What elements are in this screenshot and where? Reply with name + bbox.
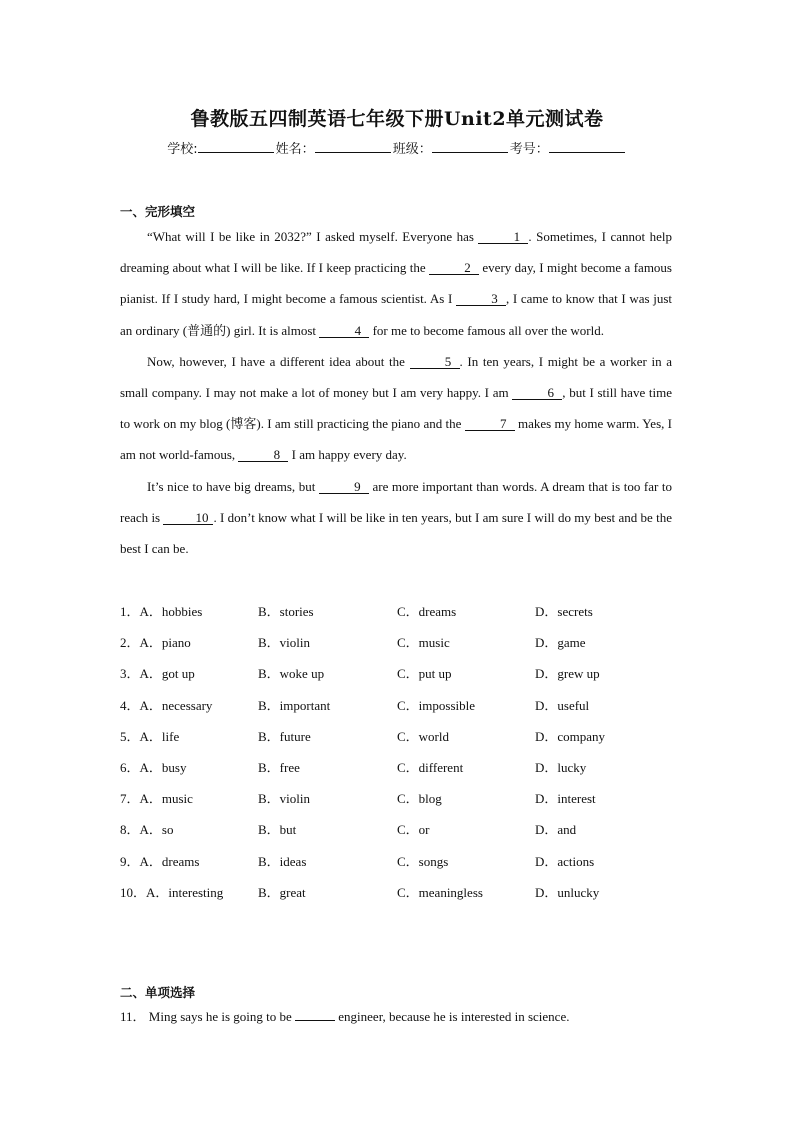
option-row: [120, 690, 680, 721]
blank-1[interactable]: 1: [478, 230, 528, 244]
blank-8[interactable]: 8: [238, 448, 288, 462]
option-a[interactable]: 10．A．interesting: [120, 884, 224, 900]
page-title: 鲁教版五四制英语七年级下册Unit2单元测试卷: [190, 108, 604, 130]
option-row: [120, 721, 680, 752]
blank-4[interactable]: 4: [319, 324, 369, 338]
option-b[interactable]: B．woke up: [258, 666, 325, 682]
number-field[interactable]: [549, 140, 625, 153]
option-c[interactable]: C．songs: [397, 853, 449, 869]
option-a[interactable]: 7．A．music: [120, 791, 193, 807]
school-field[interactable]: [198, 140, 274, 153]
student-info-line: [0, 138, 794, 157]
option-d[interactable]: D．game: [535, 635, 586, 651]
option-a[interactable]: 9．A．dreams: [120, 853, 200, 869]
option-a[interactable]: 4．A．necessary: [120, 697, 213, 713]
option-row: [120, 658, 680, 689]
passage-paragraph-2: Now, however, I have a different idea about the 5 . In ten years, I might be a worker in a small company. I may not make a lot of money but I am very happy. I am 6 , but I still have time to work on my blog (博客). I am still practicing the piano and the 7 makes my home warm. Yes, I am not world-famous, 8 I am happy every day.: [120, 353, 673, 463]
blank-7[interactable]: 7: [465, 417, 515, 431]
option-c[interactable]: C．or: [397, 822, 430, 838]
option-row: [120, 783, 680, 814]
option-c[interactable]: C．put up: [397, 666, 452, 682]
section-cloze-title: 一、完形填空: [120, 204, 196, 219]
answer-options: [120, 596, 680, 908]
question-11: 11． Ming says he is going to be engineer, because he is interested in science.: [120, 1009, 570, 1024]
option-a[interactable]: 1．A．hobbies: [120, 604, 203, 619]
option-c[interactable]: C．world: [397, 728, 450, 744]
option-d[interactable]: D．company: [535, 728, 606, 744]
option-d[interactable]: D．interest: [535, 791, 596, 807]
section-single-choice-title: 二、单项选择: [120, 985, 196, 1000]
option-row: [120, 752, 680, 783]
option-a[interactable]: 2．A．piano: [120, 635, 191, 651]
blank-2[interactable]: 2: [429, 261, 479, 275]
option-row: [120, 627, 680, 658]
class-label: 班级：: [392, 142, 432, 157]
option-d[interactable]: D．grew up: [535, 666, 600, 682]
blank-3[interactable]: 3: [456, 292, 506, 306]
class-field[interactable]: [432, 140, 508, 153]
option-b[interactable]: B．violin: [258, 791, 311, 807]
option-d[interactable]: D．lucky: [535, 759, 587, 775]
number-label: 考号：: [509, 142, 549, 157]
blank-5[interactable]: 5: [410, 355, 460, 369]
option-a[interactable]: 3．A．got up: [120, 666, 195, 682]
option-row: [120, 846, 680, 877]
option-d[interactable]: D．actions: [535, 853, 595, 869]
option-d[interactable]: D．useful: [535, 697, 590, 713]
cloze-passage: [120, 221, 672, 564]
passage-paragraph-1: “What will I be like in 2032?” I asked myself. Everyone has 1 . Sometimes, I cannot help dreaming about what I will be like. If I keep practicing the 2 every day, I might become a famous pianist. If I study hard, I might become a famous scientist. As I 3 , I came to know that I was just an ordinary (普通的) girl. It is almost 4 for me to become famous all over the world.: [120, 229, 673, 338]
option-d[interactable]: D．unlucky: [535, 884, 600, 900]
option-c[interactable]: C．meaningless: [397, 884, 483, 900]
passage-paragraph-3: It’s nice to have big dreams, but 9 are more important than words. A dream that is too far to reach is 10 . I don’t know what I will be like in ten years, but I am sure I will do my best and be the best I can be.: [120, 478, 672, 557]
blank-10[interactable]: 10: [163, 511, 213, 525]
option-a[interactable]: 5．A．life: [120, 728, 180, 744]
option-a[interactable]: 6．A．busy: [120, 759, 187, 775]
option-row: [120, 877, 680, 908]
option-b[interactable]: B．stories: [258, 604, 314, 619]
option-row: [120, 596, 680, 627]
option-d[interactable]: D．and: [535, 822, 577, 838]
option-b[interactable]: B．but: [258, 822, 297, 838]
option-c[interactable]: C．blog: [397, 791, 442, 807]
question-11-blank[interactable]: [295, 1008, 335, 1021]
school-label: 学校:: [167, 142, 198, 157]
option-b[interactable]: B．future: [258, 728, 311, 744]
option-b[interactable]: B．ideas: [258, 853, 307, 869]
option-b[interactable]: B．violin: [258, 635, 311, 651]
option-c[interactable]: C．impossible: [397, 697, 476, 713]
option-b[interactable]: B．important: [258, 697, 331, 713]
option-b[interactable]: B．free: [258, 759, 300, 775]
blank-6[interactable]: 6: [512, 386, 562, 400]
option-c[interactable]: C．different: [397, 759, 464, 775]
name-field[interactable]: [315, 140, 391, 153]
option-row: [120, 814, 680, 845]
option-c[interactable]: C．dreams: [397, 604, 457, 619]
name-label: 姓名：: [275, 142, 315, 157]
option-c[interactable]: C．music: [397, 635, 450, 651]
blank-9[interactable]: 9: [319, 480, 369, 494]
option-b[interactable]: B．great: [258, 884, 306, 900]
option-a[interactable]: 8．A．so: [120, 822, 174, 838]
option-d[interactable]: D．secrets: [535, 604, 593, 619]
